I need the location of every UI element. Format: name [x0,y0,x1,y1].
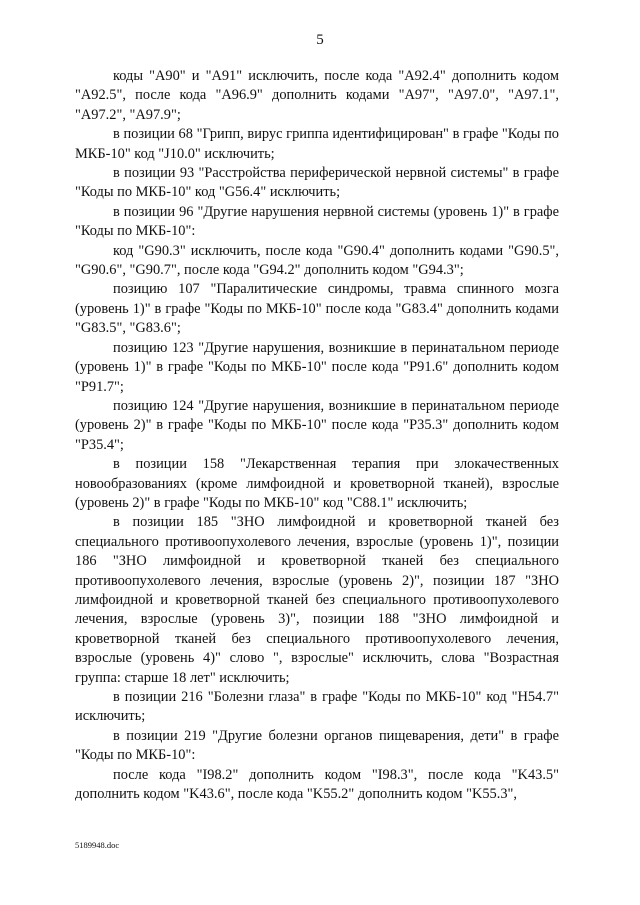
paragraph: в позиции 93 "Расстройства периферической нервной системы" в графе "Коды по МКБ-10" код "G56.4" исключить; [75,165,559,201]
paragraph: после кода "I98.2" дополнить кодом "I98.3", после кода "K43.5" дополнить кодом "K43.6", после кода "K55.2" дополнить кодом "K55.3", [75,766,559,803]
paragraph: в позиции 216 "Болезни глаза" в графе "Коды по МКБ-10" код "H54.7" исключить; [75,689,559,725]
paragraph: код "G90.3" исключить, после кода "G90.4" дополнить кодами "G90.5", "G90.6", "G90.7", после кода "G94.2" дополнить кодом "G94.3"; [75,242,559,279]
paragraph: в позиции 158 "Лекарственная терапия при злокачественных новообразованиях (кроме лимфоидной и кроветворной тканей), взрослые (уровень 2)" в графе "Коды по МКБ-10" код "C88.1" исключить; [75,456,559,511]
paragraph: коды "A90" и "A91" исключить, после кода "A92.4" дополнить кодом "A92.5", после кода "A96.9" дополнить кодами "A97", "A97.0", "A97.1", "A97.2", "A97.9"; [75,68,559,123]
paragraph: в позиции 219 "Другие болезни органов пищеварения, дети" в графе "Коды по МКБ-10": [75,727,559,764]
paragraph: в позиции 68 "Грипп, вирус гриппа идентифицирован" в графе "Коды по МКБ-10" код "J10.0" исключить; [75,126,559,162]
paragraph: позицию 124 "Другие нарушения, возникшие в перинатальном периоде (уровень 2)" в графе "Коды по МКБ-10" после кода "P35.3" дополнить кодом "P35.4"; [75,397,559,453]
footer-file-code: 5189948.doc [75,840,120,850]
paragraph: позицию 123 "Другие нарушения, возникшие в перинатальном периоде (уровень 1)" в графе "Коды по МКБ-10" после кода "P91.6" дополнить кодом "P91.7"; [75,339,559,395]
document-body [75,67,559,804]
page-number: 5 [316,32,324,48]
paragraph: позицию 107 "Паралитические синдромы, травма спинного мозга (уровень 1)" в графе "Коды по МКБ-10" после кода "G83.4" дополнить кодами "G83.5", "G83.6"; [75,281,559,337]
paragraph: в позиции 96 "Другие нарушения нервной системы (уровень 1)" в графе "Коды по МКБ-10": [75,203,559,240]
paragraph: в позиции 185 "ЗНО лимфоидной и кроветворной тканей без специального противоопухолевого лечения, взрослые (уровень 1)", позиции 186 "ЗНО лимфоидной и кроветворной тканей без специального противоопухолевого лечения, взрослые (уровень 2)", позиции 187 "ЗНО лимфоидной и кроветворной тканей без специального противоопухолевого лечения, взрослые (уровень 3)", позиции 188 "ЗНО лимфоидной и кроветворной тканей без специального противоопухолевого лечения, взрослые (уровень 4)" слово ", взрослые" исключить, слова "Возрастная группа: старше 18 лет" исключить; [75,514,559,686]
